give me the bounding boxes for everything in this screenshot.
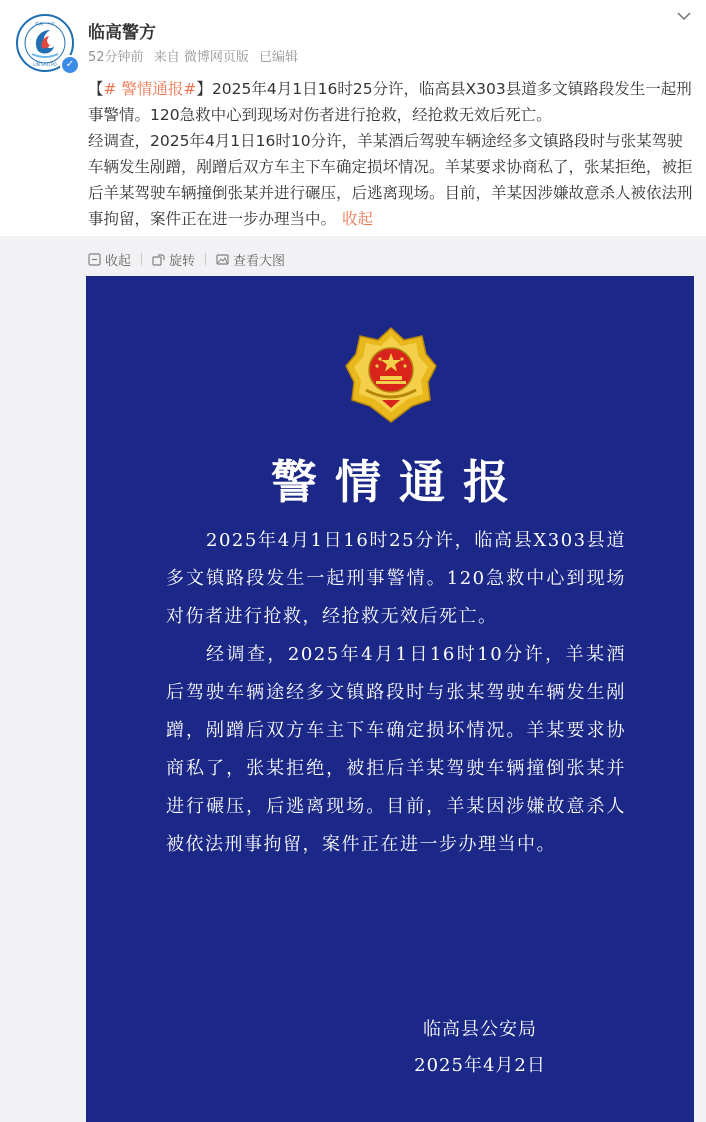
toolbar-divider <box>205 253 206 265</box>
notice-body <box>166 522 626 864</box>
notice-title: 警情通报 <box>271 455 527 509</box>
chevron-down-icon[interactable] <box>676 10 692 22</box>
edited-label[interactable]: 已编辑 <box>258 50 298 65</box>
avatar-top-text: 临高 · 公安 <box>35 21 55 26</box>
toolbar-divider <box>141 253 142 265</box>
police-notice-image[interactable] <box>86 276 694 1122</box>
image-icon <box>216 253 229 266</box>
police-emblem-icon <box>344 326 438 424</box>
rotate-label: 旋转 <box>169 253 196 269</box>
rotate-button[interactable] <box>152 250 195 269</box>
author-name[interactable]: 临高警方 <box>88 23 156 43</box>
media-toolbar <box>88 250 285 268</box>
notice-signature <box>396 1012 564 1084</box>
topic-link[interactable]: # 警情通报# <box>103 80 197 98</box>
collapse-text-link[interactable]: 收起 <box>342 210 374 228</box>
view-large-button[interactable] <box>216 250 285 269</box>
collapse-image-button[interactable] <box>88 250 131 269</box>
post-time[interactable]: 52分钟前 <box>88 50 144 65</box>
collapse-icon <box>88 253 101 266</box>
bracket-open: 【 <box>88 80 104 98</box>
post-meta <box>88 46 304 65</box>
rotate-icon <box>152 253 165 266</box>
view-large-label: 查看大图 <box>233 253 286 269</box>
post-header <box>0 0 706 72</box>
avatar-bottom-text: LIN GAO PO <box>33 62 57 67</box>
post-paragraph-1-text: 2025年4月1日16时25分许，临高县X303县道多文镇路段发生一起刑事警情。120急救中心到现场对伤者进行抢救，经抢救无效后死亡。 <box>88 80 692 124</box>
notice-paragraph-1: 2025年4月1日16时25分许，临高县X303县道多文镇路段发生一起刑事警情。120急救中心到现场对伤者进行抢救，经抢救无效后死亡。 <box>166 530 626 627</box>
post-source: 来自 微博网页版 <box>153 50 249 65</box>
notice-date: 2025年4月2日 <box>414 1055 546 1076</box>
post-paragraph-2 <box>88 128 694 232</box>
post-paragraph-2-text: 经调查，2025年4月1日16时10分许，羊某酒后驾驶车辆途经多文镇路段时与张某驾驶车辆发生剐蹭，剐蹭后双方车主下车确定损坏情况。羊某要求协商私了，张某拒绝，被拒后羊某驾驶车辆撞倒张某并进行碾压，后逃离现场。目前，羊某因涉嫌故意杀人被依法刑事拘留，案件正在进一步办理当中。 <box>88 132 693 228</box>
post-paragraph-1 <box>88 76 694 128</box>
post-text <box>88 76 694 232</box>
collapse-label: 收起 <box>105 253 132 269</box>
verified-badge-icon: ✓ <box>60 55 80 75</box>
bracket-close: 】 <box>196 80 212 98</box>
notice-org: 临高县公安局 <box>423 1019 537 1040</box>
notice-paragraph-2: 经调查，2025年4月1日16时10分许，羊某酒后驾驶车辆途经多文镇路段时与张某驾驶车辆发生剐蹭，剐蹭后双方车主下车确定损坏情况。羊某要求协商私了，张某拒绝，被拒后羊某驾驶车辆撞倒张某并进行碾压，后逃离现场。目前，羊某因涉嫌故意杀人被依法刑事拘留，案件正在进一步办理当中。 <box>166 644 626 855</box>
